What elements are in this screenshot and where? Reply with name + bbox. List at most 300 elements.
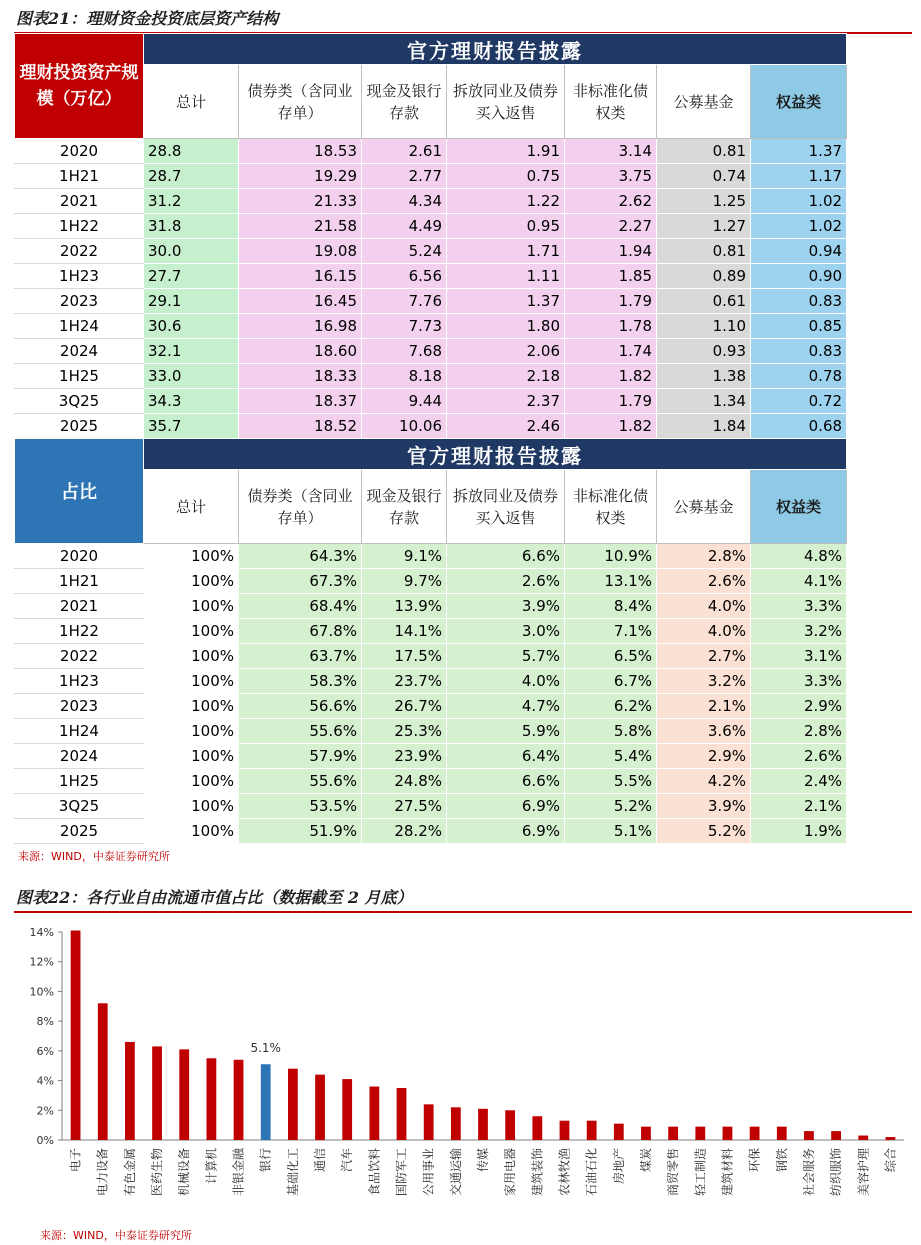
x-tick-label: 交通运输	[448, 1148, 463, 1197]
table-cell: 2.37	[447, 389, 565, 414]
table-cell: 27.5%	[362, 794, 447, 819]
table-cell: 2.1%	[751, 794, 847, 819]
row-period: 2024	[15, 339, 144, 364]
bar	[831, 1131, 841, 1140]
table-cell: 21.58	[239, 214, 362, 239]
row-period: 1H24	[15, 314, 144, 339]
table-row	[15, 794, 847, 819]
column-header: 公募基金	[657, 65, 751, 139]
bar	[750, 1127, 760, 1140]
bar	[424, 1104, 434, 1140]
table-cell: 1.27	[657, 214, 751, 239]
y-tick-label: 0%	[36, 1134, 54, 1147]
bar	[261, 1064, 271, 1140]
table-cell: 67.8%	[239, 619, 362, 644]
table-cell: 1.38	[657, 364, 751, 389]
bar	[206, 1058, 216, 1140]
bar	[234, 1060, 244, 1140]
x-tick-label: 国防军工	[394, 1148, 409, 1197]
row-period: 1H24	[15, 719, 144, 744]
bar	[71, 931, 81, 1140]
table-cell: 1.37	[751, 139, 847, 164]
bar	[98, 1003, 108, 1140]
table-cell: 18.37	[239, 389, 362, 414]
table-cell: 55.6%	[239, 719, 362, 744]
bar	[695, 1127, 705, 1140]
table-cell: 2.27	[565, 214, 657, 239]
table-cell: 3.9%	[657, 794, 751, 819]
row-period: 1H21	[15, 164, 144, 189]
table-cell: 1.02	[751, 214, 847, 239]
row-period: 2025	[15, 414, 144, 439]
table-cell: 1.34	[657, 389, 751, 414]
table-cell: 2.46	[447, 414, 565, 439]
table-cell: 5.4%	[565, 744, 657, 769]
x-tick-label: 环保	[747, 1148, 762, 1173]
y-tick-label: 6%	[36, 1044, 54, 1058]
table-cell: 34.3	[144, 389, 239, 414]
row-period: 2022	[15, 239, 144, 264]
figure22-title	[14, 887, 912, 913]
table-cell: 1.85	[565, 264, 657, 289]
row-period: 1H25	[15, 364, 144, 389]
table-cell: 0.68	[751, 414, 847, 439]
table-cell: 100%	[144, 719, 239, 744]
x-tick-label: 传媒	[476, 1148, 490, 1173]
x-tick-label: 食品饮料	[367, 1148, 382, 1197]
table-cell: 53.5%	[239, 794, 362, 819]
table-cell: 0.81	[657, 239, 751, 264]
column-header: 现金及银行存款	[362, 470, 447, 544]
bar	[152, 1046, 162, 1140]
x-tick-label: 综合	[883, 1148, 898, 1173]
bar	[777, 1127, 787, 1140]
x-tick-label: 美容护理	[856, 1148, 871, 1197]
bar	[288, 1069, 298, 1140]
table-cell: 14.1%	[362, 619, 447, 644]
table-cell: 64.3%	[239, 544, 362, 569]
column-header: 拆放同业及债券买入返售	[447, 470, 565, 544]
x-tick-label: 社会服务	[801, 1148, 816, 1197]
table-cell: 3.3%	[751, 669, 847, 694]
table-cell: 55.6%	[239, 769, 362, 794]
table-cell: 0.85	[751, 314, 847, 339]
table-row	[15, 544, 847, 569]
table-row	[15, 819, 847, 844]
table-cell: 5.24	[362, 239, 447, 264]
bar	[342, 1079, 352, 1140]
table-cell: 2.9%	[751, 694, 847, 719]
table-cell: 1.11	[447, 264, 565, 289]
row-period: 1H22	[15, 619, 144, 644]
table-row	[15, 189, 847, 214]
table-cell: 100%	[144, 819, 239, 844]
table-cell: 2.61	[362, 139, 447, 164]
row-period: 2023	[15, 289, 144, 314]
table-cell: 56.6%	[239, 694, 362, 719]
bar	[369, 1087, 379, 1140]
column-header: 权益类	[751, 470, 847, 544]
x-tick-label: 纺织服饰	[829, 1148, 844, 1197]
column-header: 非标准化债权类	[565, 65, 657, 139]
table-cell: 4.34	[362, 189, 447, 214]
row-period: 1H23	[15, 264, 144, 289]
figure21-source: 来源：WIND，中泰证券研究所	[18, 850, 170, 863]
table-cell: 5.2%	[565, 794, 657, 819]
table-cell: 5.1%	[565, 819, 657, 844]
table-cell: 16.15	[239, 264, 362, 289]
table-cell: 6.6%	[447, 544, 565, 569]
table-cell: 58.3%	[239, 669, 362, 694]
asset-share-table	[14, 438, 847, 844]
table-cell: 100%	[144, 644, 239, 669]
table-cell: 5.2%	[657, 819, 751, 844]
table-cell: 1.84	[657, 414, 751, 439]
table-cell: 21.33	[239, 189, 362, 214]
row-period: 2020	[15, 139, 144, 164]
table-cell: 25.3%	[362, 719, 447, 744]
table-cell: 6.2%	[565, 694, 657, 719]
table-cell: 6.56	[362, 264, 447, 289]
table-cell: 100%	[144, 794, 239, 819]
row-period: 2025	[15, 819, 144, 844]
table-cell: 1.02	[751, 189, 847, 214]
table-cell: 0.61	[657, 289, 751, 314]
bar	[560, 1121, 570, 1140]
bar	[315, 1075, 325, 1140]
table-cell: 2.77	[362, 164, 447, 189]
table-cell: 26.7%	[362, 694, 447, 719]
table-row	[15, 214, 847, 239]
table-cell: 0.90	[751, 264, 847, 289]
table-cell: 18.33	[239, 364, 362, 389]
table-cell: 3.6%	[657, 719, 751, 744]
table-row	[15, 264, 847, 289]
table-cell: 2.62	[565, 189, 657, 214]
table-cell: 1.22	[447, 189, 565, 214]
table-cell: 57.9%	[239, 744, 362, 769]
table-cell: 1.79	[565, 289, 657, 314]
section1-top-header: 官方理财报告披露	[144, 34, 847, 65]
bar	[179, 1049, 189, 1140]
table-cell: 0.83	[751, 289, 847, 314]
table-cell: 3.14	[565, 139, 657, 164]
table-cell: 1.37	[447, 289, 565, 314]
row-period: 3Q25	[15, 389, 144, 414]
table-row	[15, 314, 847, 339]
table-cell: 23.9%	[362, 744, 447, 769]
row-period: 2020	[15, 544, 144, 569]
table-cell: 30.0	[144, 239, 239, 264]
table-cell: 63.7%	[239, 644, 362, 669]
table-row	[15, 239, 847, 264]
table-cell: 1.10	[657, 314, 751, 339]
table-row	[15, 339, 847, 364]
bar	[804, 1131, 814, 1140]
bar	[858, 1136, 868, 1140]
x-tick-label: 电子	[68, 1148, 83, 1173]
bar	[614, 1124, 624, 1140]
section1-left-header: 理财投资资产规模（万亿）	[15, 34, 144, 139]
table-cell: 7.73	[362, 314, 447, 339]
table-cell: 3.0%	[447, 619, 565, 644]
figure22-source: 来源：WIND，中泰证券研究所	[40, 1229, 192, 1242]
table-row	[15, 389, 847, 414]
table-cell: 4.0%	[657, 594, 751, 619]
x-tick-label: 商贸零售	[666, 1148, 681, 1197]
column-header: 权益类	[751, 65, 847, 139]
table-cell: 100%	[144, 669, 239, 694]
table-cell: 1.9%	[751, 819, 847, 844]
x-tick-label: 农林牧渔	[557, 1148, 572, 1197]
y-tick-label: 12%	[29, 955, 54, 969]
table-cell: 100%	[144, 619, 239, 644]
table-cell: 35.7	[144, 414, 239, 439]
table-cell: 1.82	[565, 414, 657, 439]
x-tick-label: 机械设备	[177, 1148, 192, 1197]
table-row	[15, 619, 847, 644]
table-cell: 2.8%	[657, 544, 751, 569]
table-cell: 19.29	[239, 164, 362, 189]
table-cell: 0.95	[447, 214, 565, 239]
table-cell: 0.83	[751, 339, 847, 364]
row-period: 3Q25	[15, 794, 144, 819]
table-cell: 2.6%	[447, 569, 565, 594]
table-row	[15, 669, 847, 694]
table-cell: 8.4%	[565, 594, 657, 619]
bar-annotation: 5.1%	[250, 1041, 281, 1056]
row-period: 1H22	[15, 214, 144, 239]
table-row	[15, 139, 847, 164]
table-cell: 0.75	[447, 164, 565, 189]
table-cell: 16.45	[239, 289, 362, 314]
table-cell: 2.06	[447, 339, 565, 364]
table-cell: 6.9%	[447, 819, 565, 844]
row-period: 2021	[15, 189, 144, 214]
table-cell: 100%	[144, 594, 239, 619]
bar	[587, 1121, 597, 1140]
x-tick-label: 石油石化	[584, 1148, 599, 1197]
table-row	[15, 769, 847, 794]
x-tick-label: 房地产	[611, 1148, 626, 1185]
section2-top-header: 官方理财报告披露	[144, 439, 847, 470]
row-period: 2024	[15, 744, 144, 769]
table-row	[15, 644, 847, 669]
y-tick-label: 4%	[36, 1074, 54, 1088]
table-row	[15, 364, 847, 389]
table-cell: 18.53	[239, 139, 362, 164]
table-cell: 33.0	[144, 364, 239, 389]
table-cell: 3.2%	[751, 619, 847, 644]
row-period: 2023	[15, 694, 144, 719]
table-cell: 23.7%	[362, 669, 447, 694]
table-cell: 6.9%	[447, 794, 565, 819]
table-cell: 4.1%	[751, 569, 847, 594]
x-tick-label: 通信	[313, 1148, 328, 1173]
table-row	[15, 594, 847, 619]
table-cell: 31.8	[144, 214, 239, 239]
table-cell: 30.6	[144, 314, 239, 339]
y-tick-label: 10%	[29, 985, 54, 999]
table-cell: 100%	[144, 569, 239, 594]
figure21-title-text: 图表21：理财资金投资底层资产结构	[16, 9, 279, 28]
table-cell: 27.7	[144, 264, 239, 289]
bar	[451, 1107, 461, 1140]
table-cell: 6.7%	[565, 669, 657, 694]
bar	[723, 1127, 733, 1140]
table-cell: 0.78	[751, 364, 847, 389]
figure21-title	[14, 8, 912, 34]
table-row	[15, 414, 847, 439]
table-cell: 1.74	[565, 339, 657, 364]
table-cell: 28.8	[144, 139, 239, 164]
table-cell: 9.44	[362, 389, 447, 414]
table-cell: 0.81	[657, 139, 751, 164]
table-cell: 16.98	[239, 314, 362, 339]
column-header: 总计	[144, 470, 239, 544]
table-cell: 5.9%	[447, 719, 565, 744]
asset-scale-table	[14, 33, 847, 439]
table-row	[15, 744, 847, 769]
table-cell: 19.08	[239, 239, 362, 264]
x-tick-label: 公用事业	[421, 1148, 436, 1197]
bar	[125, 1042, 135, 1140]
bar	[886, 1137, 896, 1140]
table-cell: 3.75	[565, 164, 657, 189]
column-header: 债券类（含同业存单）	[239, 470, 362, 544]
x-tick-label: 煤炭	[638, 1148, 653, 1173]
row-period: 1H23	[15, 669, 144, 694]
table-cell: 100%	[144, 769, 239, 794]
table-cell: 4.0%	[657, 619, 751, 644]
table-cell: 24.8%	[362, 769, 447, 794]
bar	[668, 1127, 678, 1140]
table-cell: 13.1%	[565, 569, 657, 594]
section2-left-header: 占比	[15, 439, 144, 544]
table-cell: 1.82	[565, 364, 657, 389]
table-cell: 2.6%	[751, 744, 847, 769]
table-cell: 18.52	[239, 414, 362, 439]
x-tick-label: 轻工制造	[693, 1148, 708, 1197]
table-cell: 1.78	[565, 314, 657, 339]
column-header: 非标准化债权类	[565, 470, 657, 544]
table-cell: 3.1%	[751, 644, 847, 669]
table-cell: 2.4%	[751, 769, 847, 794]
table-cell: 10.9%	[565, 544, 657, 569]
table-cell: 5.5%	[565, 769, 657, 794]
x-tick-label: 银行	[258, 1148, 273, 1173]
table-cell: 28.7	[144, 164, 239, 189]
table-cell: 4.0%	[447, 669, 565, 694]
table-cell: 4.49	[362, 214, 447, 239]
table-cell: 7.76	[362, 289, 447, 314]
row-period: 2022	[15, 644, 144, 669]
x-tick-label: 有色金属	[122, 1148, 137, 1197]
table-cell: 2.6%	[657, 569, 751, 594]
table-cell: 6.5%	[565, 644, 657, 669]
column-header: 债券类（含同业存单）	[239, 65, 362, 139]
table-cell: 10.06	[362, 414, 447, 439]
figure22-title-text: 图表22：各行业自由流通市值占比（数据截至 2 月底）	[16, 888, 413, 907]
table-row	[15, 569, 847, 594]
table-cell: 4.8%	[751, 544, 847, 569]
table-cell: 18.60	[239, 339, 362, 364]
table-cell: 28.2%	[362, 819, 447, 844]
table-cell: 100%	[144, 544, 239, 569]
x-tick-label: 电力设备	[95, 1148, 110, 1197]
bar	[641, 1127, 651, 1140]
table-cell: 67.3%	[239, 569, 362, 594]
table-cell: 2.7%	[657, 644, 751, 669]
table-cell: 0.89	[657, 264, 751, 289]
table-cell: 2.9%	[657, 744, 751, 769]
table-row	[15, 694, 847, 719]
table-cell: 2.8%	[751, 719, 847, 744]
row-period: 1H21	[15, 569, 144, 594]
table-cell: 32.1	[144, 339, 239, 364]
table-cell: 2.1%	[657, 694, 751, 719]
x-tick-label: 非银金融	[231, 1148, 246, 1197]
industry-market-cap-chart	[14, 920, 912, 1220]
bar	[478, 1109, 488, 1140]
column-header: 公募基金	[657, 470, 751, 544]
table-cell: 1.25	[657, 189, 751, 214]
table-cell: 17.5%	[362, 644, 447, 669]
bar	[505, 1110, 515, 1140]
table-row	[15, 719, 847, 744]
y-tick-label: 2%	[36, 1104, 54, 1118]
table-cell: 1.71	[447, 239, 565, 264]
x-tick-label: 建筑装饰	[530, 1148, 545, 1197]
table-cell: 29.1	[144, 289, 239, 314]
bar	[532, 1116, 542, 1140]
table-cell: 0.74	[657, 164, 751, 189]
x-tick-label: 基础化工	[285, 1148, 300, 1197]
table-cell: 0.93	[657, 339, 751, 364]
table-cell: 13.9%	[362, 594, 447, 619]
table-cell: 1.94	[565, 239, 657, 264]
table-cell: 31.2	[144, 189, 239, 214]
column-header: 拆放同业及债券买入返售	[447, 65, 565, 139]
table-cell: 100%	[144, 744, 239, 769]
x-tick-label: 医药生物	[150, 1148, 165, 1197]
row-period: 1H25	[15, 769, 144, 794]
table-cell: 7.1%	[565, 619, 657, 644]
column-header: 现金及银行存款	[362, 65, 447, 139]
x-tick-label: 家用电器	[503, 1148, 518, 1197]
table-cell: 68.4%	[239, 594, 362, 619]
x-tick-label: 汽车	[340, 1148, 355, 1173]
table-cell: 1.17	[751, 164, 847, 189]
table-row	[15, 289, 847, 314]
table-cell: 100%	[144, 694, 239, 719]
table-cell: 5.8%	[565, 719, 657, 744]
bar	[397, 1088, 407, 1140]
table-cell: 6.6%	[447, 769, 565, 794]
table-cell: 2.18	[447, 364, 565, 389]
table-row	[15, 164, 847, 189]
table-cell: 5.7%	[447, 644, 565, 669]
row-period: 2021	[15, 594, 144, 619]
table-cell: 1.80	[447, 314, 565, 339]
table-cell: 1.91	[447, 139, 565, 164]
table-cell: 6.4%	[447, 744, 565, 769]
table-cell: 9.1%	[362, 544, 447, 569]
table-cell: 4.7%	[447, 694, 565, 719]
y-tick-label: 8%	[36, 1015, 54, 1029]
table-cell: 0.94	[751, 239, 847, 264]
table-cell: 7.68	[362, 339, 447, 364]
